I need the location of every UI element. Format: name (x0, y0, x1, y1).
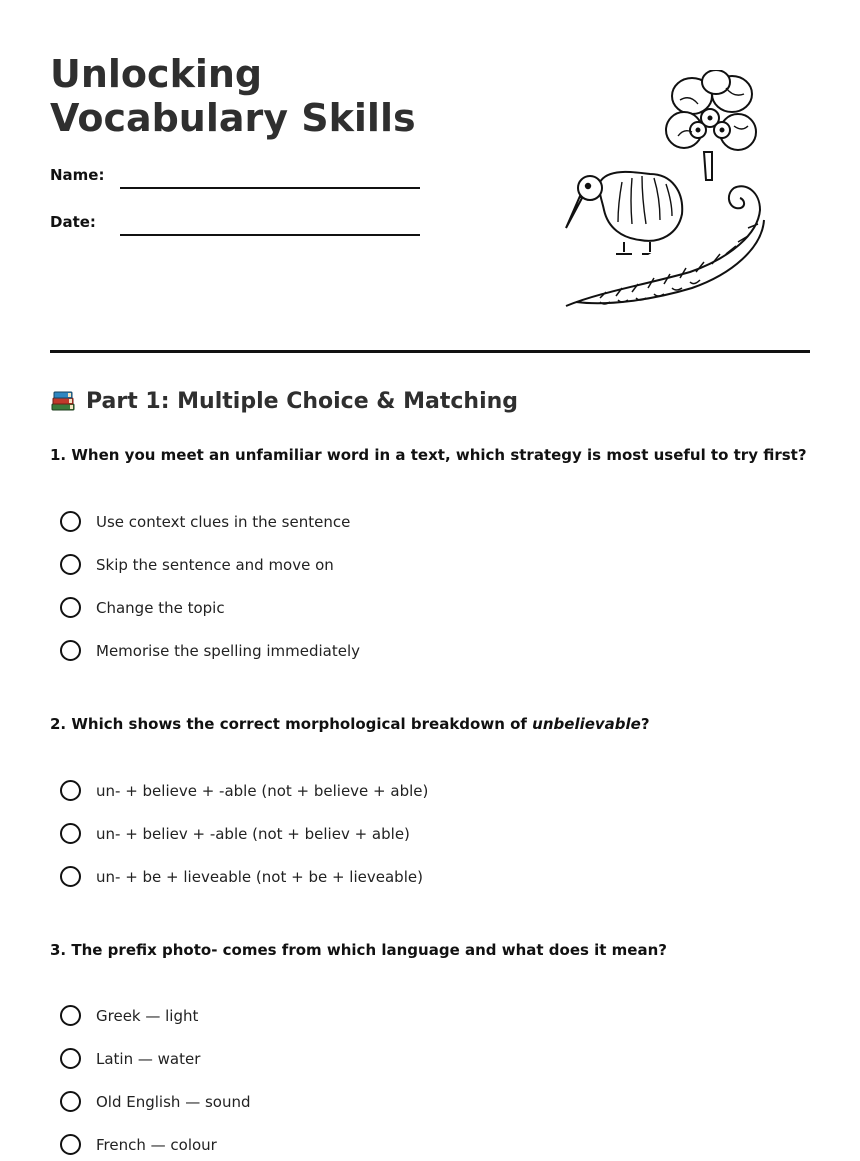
radio-button[interactable] (60, 780, 81, 801)
option-label: French — colour (96, 1135, 217, 1154)
option-q1-a[interactable] (60, 511, 350, 532)
option-label: un- + believ + -able (not + believ + able) (96, 824, 410, 843)
question-number: 2. (50, 715, 67, 733)
option-label: Memorise the spelling immediately (96, 641, 361, 660)
option-q3-b[interactable] (60, 1048, 200, 1069)
question-1 (50, 446, 807, 464)
question-3 (50, 941, 667, 959)
option-q1-c[interactable] (60, 597, 225, 618)
section-heading-text: Part 1: Multiple Choice & Matching (86, 388, 519, 414)
radio-button[interactable] (60, 1091, 81, 1112)
question-emphasis: unbelievable (532, 715, 641, 733)
option-label: un- + be + lieveable (not + be + lieveable) (96, 867, 423, 886)
nature-illustration (560, 70, 770, 315)
worksheet-title: Unlocking Vocabulary Skills (50, 52, 416, 140)
radio-button[interactable] (60, 640, 81, 661)
radio-button[interactable] (60, 1134, 81, 1155)
radio-button[interactable] (60, 554, 81, 575)
radio-button[interactable] (60, 597, 81, 618)
question-number: 1. (50, 446, 67, 464)
option-q1-b[interactable] (60, 554, 334, 575)
option-q2-c[interactable] (60, 866, 423, 887)
radio-button[interactable] (60, 866, 81, 887)
books-icon (50, 388, 76, 414)
kiwi-bird-icon (566, 172, 682, 254)
option-q2-b[interactable] (60, 823, 410, 844)
radio-button[interactable] (60, 511, 81, 532)
option-label: Use context clues in the sentence (96, 512, 351, 531)
question-text: When you meet an unfamiliar word in a text, which strategy is most useful to try first? (71, 446, 807, 464)
name-field[interactable] (120, 187, 420, 189)
section-heading (50, 388, 518, 414)
radio-button[interactable] (60, 1048, 81, 1069)
radio-button[interactable] (60, 823, 81, 844)
option-q3-d[interactable] (60, 1134, 217, 1155)
option-label: Skip the sentence and move on (96, 555, 334, 574)
option-q3-a[interactable] (60, 1005, 198, 1026)
option-label: Old English — sound (96, 1092, 251, 1111)
question-number: 3. (50, 941, 67, 959)
question-2 (50, 715, 650, 733)
option-label: Greek — light (96, 1006, 199, 1025)
radio-button[interactable] (60, 1005, 81, 1026)
option-q1-d[interactable] (60, 640, 360, 661)
flower-icon (666, 70, 756, 180)
section-divider (50, 350, 810, 353)
option-label: Change the topic (96, 598, 225, 617)
date-label: Date: (50, 213, 96, 231)
option-q2-a[interactable] (60, 780, 428, 801)
question-text: The prefix photo- comes from which language and what does it mean? (71, 941, 667, 959)
option-q3-c[interactable] (60, 1091, 251, 1112)
question-text-end: ? (640, 715, 650, 733)
option-label: un- + believe + -able (not + believe + able) (96, 781, 429, 800)
option-label: Latin — water (96, 1049, 201, 1068)
name-label: Name: (50, 166, 105, 184)
question-text: Which shows the correct morphological breakdown of (71, 715, 533, 733)
date-field[interactable] (120, 234, 420, 236)
